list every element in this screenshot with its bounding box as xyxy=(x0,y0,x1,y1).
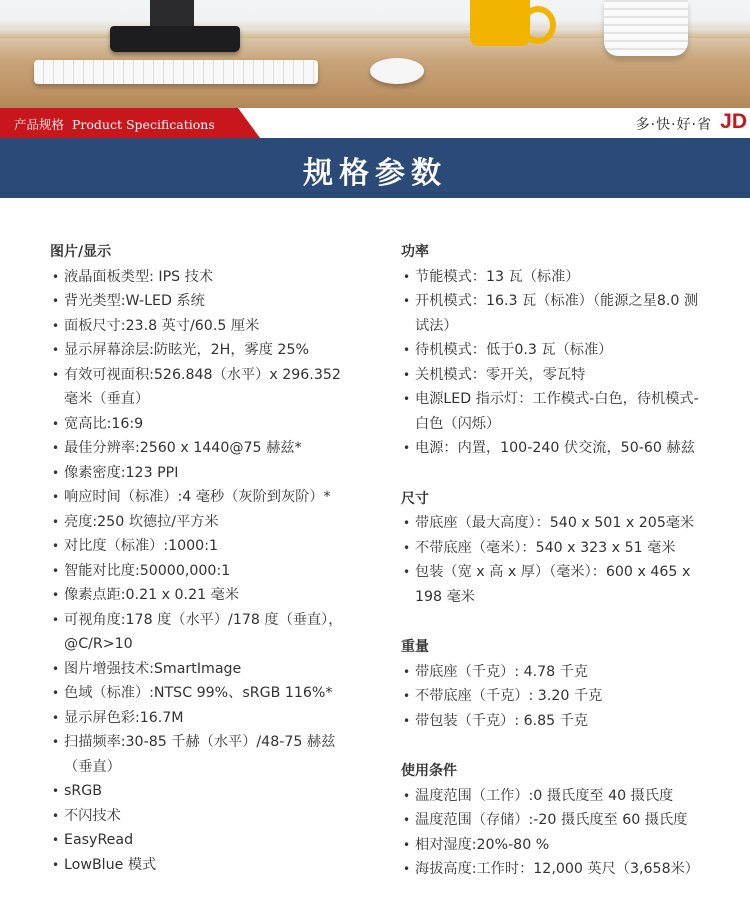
spec-title-strip xyxy=(0,108,750,138)
spec-item-list xyxy=(401,511,701,609)
spec-item: • 亮度:250 坎德拉/平方米 xyxy=(50,510,355,535)
spec-section-title: 重量 xyxy=(401,639,429,655)
jd-logo: JD xyxy=(720,110,747,133)
spec-section-title: 图片/显示 xyxy=(50,244,112,260)
monitor-stand-base xyxy=(110,26,240,52)
spec-item: • 节能模式：13 瓦（标准） xyxy=(401,265,701,290)
mug-handle xyxy=(520,6,556,44)
spec-item: • 温度范围（存储）:-20 摄氏度至 60 摄氏度 xyxy=(401,808,701,833)
spec-item: • 液晶面板类型: IPS 技术 xyxy=(50,265,355,290)
spec-item: • 包装（宽 x 高 x 厚）（毫米）：600 x 465 x 198 毫米 xyxy=(401,560,701,609)
spec-header-bar xyxy=(0,138,750,198)
white-vase-image xyxy=(604,0,688,56)
spec-item: • 温度范围（工作）:0 摄氏度至 40 摄氏度 xyxy=(401,784,701,809)
spec-item: • 像素点距:0.21 x 0.21 毫米 xyxy=(50,583,355,608)
spec-item-list xyxy=(401,660,701,734)
spec-item: • 色域（标准）:NTSC 99%、sRGB 116%* xyxy=(50,681,355,706)
spec-section xyxy=(401,759,701,882)
spec-item-list xyxy=(401,265,701,461)
spec-item: • 面板尺寸:23.8 英寸/60.5 厘米 xyxy=(50,314,355,339)
spec-item: • 最佳分辨率:2560 x 1440@75 赫兹* xyxy=(50,436,355,461)
spec-item: • 像素密度:123 PPI xyxy=(50,461,355,486)
spec-item: • 电源LED 指示灯：工作模式-白色，待机模式-白色（闪烁） xyxy=(401,387,701,436)
spec-item: • 图片增强技术:SmartImage xyxy=(50,657,355,682)
spec-section-title: 使用条件 xyxy=(401,763,457,779)
spec-item: • EasyRead xyxy=(50,828,355,853)
spec-item: • 不带底座（毫米）：540 x 323 x 51 毫米 xyxy=(401,536,701,561)
spec-item: • LowBlue 模式 xyxy=(50,853,355,878)
spec-item: • 带包装（千克）: 6.85 千克 xyxy=(401,709,701,734)
spec-item: • 海拔高度:工作时：12,000 英尺（3,658米） xyxy=(401,857,701,882)
spec-item: • 带底座（千克）: 4.78 千克 xyxy=(401,660,701,685)
spec-item: • 背光类型:W-LED 系统 xyxy=(50,289,355,314)
spec-item: • 不带底座（千克）: 3.20 千克 xyxy=(401,684,701,709)
jd-slogan: 多·快·好·省 xyxy=(635,117,712,133)
spec-item: • 智能对比度:50000,000:1 xyxy=(50,559,355,584)
spec-item: • 宽高比:16:9 xyxy=(50,412,355,437)
mouse-image xyxy=(370,58,424,84)
spec-column-left xyxy=(50,240,355,903)
spec-item: • 带底座（最大高度）：540 x 501 x 205毫米 xyxy=(401,511,701,536)
spec-item: • 显示屏幕涂层:防眩光，2H，雾度 25% xyxy=(50,338,355,363)
spec-item: • 响应时间（标准）:4 毫秒（灰阶到灰阶）* xyxy=(50,485,355,510)
spec-item: • 不闪技术 xyxy=(50,804,355,829)
spec-item: • sRGB xyxy=(50,779,355,804)
spec-item: • 可视角度:178 度（水平）/178 度（垂直），@C/R>10 xyxy=(50,608,355,657)
spec-item: • 电源：内置，100-240 伏交流，50-60 赫兹 xyxy=(401,436,701,461)
spec-section xyxy=(50,240,355,877)
keyboard-image xyxy=(34,60,318,84)
spec-section xyxy=(401,635,701,733)
spec-label-en: Product Specifications xyxy=(72,117,215,132)
spec-section-title: 功率 xyxy=(401,244,429,260)
spec-item: • 开机模式：16.3 瓦（标准）（能源之星8.0 测试法） xyxy=(401,289,701,338)
spec-item: • 显示屏色彩:16.7M xyxy=(50,706,355,731)
spec-item: • 对比度（标准）:1000:1 xyxy=(50,534,355,559)
page-title: 规格参数 xyxy=(303,156,447,191)
product-photo-banner xyxy=(0,0,750,108)
spec-label-cn: 产品规格 xyxy=(14,117,65,132)
spec-item: • 关机模式：零开关，零瓦特 xyxy=(401,363,701,388)
spec-item: • 有效可视面积:526.848（水平）x 296.352 毫米（垂直） xyxy=(50,363,355,412)
spec-section-label xyxy=(14,115,215,133)
spec-column-right xyxy=(401,240,701,908)
spec-item-list xyxy=(50,265,355,878)
spec-section xyxy=(401,240,701,461)
spec-item: • 相对湿度:20%-80 % xyxy=(401,833,701,858)
spec-section-title: 尺寸 xyxy=(401,490,429,507)
spec-item: • 扫描频率:30-85 千赫（水平）/48-75 赫兹（垂直） xyxy=(50,730,355,779)
spec-section xyxy=(401,487,701,610)
spec-item-list xyxy=(401,784,701,882)
spec-item: • 待机模式：低于0.3 瓦（标准） xyxy=(401,338,701,363)
